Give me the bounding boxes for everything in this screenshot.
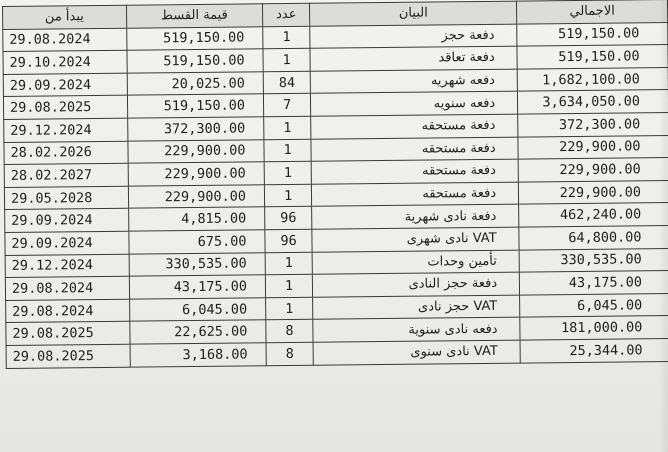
cell-total: 64,800.00 bbox=[519, 225, 668, 249]
cell-count: 1 bbox=[264, 184, 312, 207]
header-start-from: يبدأ من bbox=[3, 5, 127, 29]
cell-start-date: 28.02.2026 bbox=[4, 141, 128, 165]
cell-description: دفعة مستحقه bbox=[311, 159, 518, 184]
cell-count: 1 bbox=[264, 161, 312, 184]
cell-total: 229,900.00 bbox=[519, 180, 668, 204]
cell-installment-value: 43,175.00 bbox=[129, 275, 266, 299]
cell-description: دفعة مستحقه bbox=[311, 137, 518, 162]
cell-count: 7 bbox=[263, 94, 311, 117]
cell-start-date: 28.02.2027 bbox=[4, 163, 128, 187]
cell-start-date: 29.10.2024 bbox=[3, 50, 127, 74]
cell-start-date: 29.08.2024 bbox=[6, 299, 130, 323]
cell-count: 1 bbox=[266, 297, 314, 320]
cell-description: VAT حجز نادى bbox=[313, 295, 520, 320]
cell-description: دفعة حجز النادى bbox=[313, 272, 520, 297]
cell-count: 96 bbox=[265, 207, 313, 230]
cell-count: 1 bbox=[265, 274, 313, 297]
header-installment-value: قيمة القسط bbox=[126, 4, 263, 28]
cell-description: VAT نادى سنوى bbox=[313, 340, 520, 365]
cell-total: 1,682,100.00 bbox=[517, 67, 668, 91]
cell-start-date: 29.12.2024 bbox=[5, 254, 129, 278]
header-total: الاجمالي bbox=[517, 0, 668, 24]
cell-description: دفعة مستحقه bbox=[312, 182, 519, 207]
cell-count: 1 bbox=[264, 116, 312, 139]
cell-installment-value: 519,150.00 bbox=[127, 94, 264, 118]
cell-description: دفعة مستحقه bbox=[311, 114, 518, 139]
cell-count: 1 bbox=[264, 139, 312, 162]
cell-start-date: 29.05.2028 bbox=[4, 186, 128, 210]
cell-total: 6,045.00 bbox=[520, 293, 668, 317]
header-count: عدد bbox=[262, 3, 310, 26]
cell-description: دفعه سنويه bbox=[311, 91, 518, 116]
cell-installment-value: 372,300.00 bbox=[127, 117, 264, 141]
cell-total: 519,150.00 bbox=[517, 45, 668, 69]
cell-start-date: 29.09.2024 bbox=[5, 231, 129, 255]
cell-start-date: 29.09.2024 bbox=[5, 209, 129, 233]
cell-count: 1 bbox=[265, 252, 313, 275]
cell-total: 43,175.00 bbox=[519, 271, 668, 295]
cell-start-date: 29.12.2024 bbox=[4, 118, 128, 142]
cell-total: 229,900.00 bbox=[518, 158, 668, 182]
cell-description: VAT نادى شهرى bbox=[312, 227, 519, 252]
cell-count: 96 bbox=[265, 229, 313, 252]
cell-installment-value: 229,900.00 bbox=[128, 185, 265, 209]
cell-description: دفعه نادى سنوية bbox=[313, 317, 520, 342]
cell-start-date: 29.08.2025 bbox=[6, 321, 130, 345]
cell-description: دفعة نادى شهرية bbox=[312, 204, 519, 229]
cell-installment-value: 20,025.00 bbox=[127, 72, 264, 96]
cell-installment-value: 3,168.00 bbox=[130, 343, 267, 367]
cell-total: 181,000.00 bbox=[520, 316, 668, 340]
cell-installment-value: 519,150.00 bbox=[127, 49, 264, 73]
cell-installment-value: 4,815.00 bbox=[128, 207, 265, 231]
cell-start-date: 29.08.2024 bbox=[3, 28, 127, 52]
cell-count: 1 bbox=[263, 48, 311, 71]
cell-total: 3,634,050.00 bbox=[518, 90, 668, 114]
payment-schedule-table bbox=[2, 0, 668, 368]
cell-installment-value: 675.00 bbox=[128, 230, 265, 254]
table-body bbox=[3, 22, 668, 368]
cell-total: 330,535.00 bbox=[519, 248, 668, 272]
cell-installment-value: 519,150.00 bbox=[126, 26, 263, 50]
cell-start-date: 29.09.2024 bbox=[3, 73, 127, 97]
cell-total: 462,240.00 bbox=[519, 203, 668, 227]
cell-installment-value: 229,900.00 bbox=[127, 139, 264, 163]
header-description: البيان bbox=[310, 1, 517, 26]
cell-count: 8 bbox=[266, 342, 314, 365]
page-edge-shadow bbox=[658, 0, 668, 452]
cell-description: دفعة تعاقد bbox=[310, 46, 517, 71]
cell-count: 84 bbox=[263, 71, 311, 94]
cell-description: دفعة حجز bbox=[310, 24, 517, 49]
cell-count: 1 bbox=[263, 26, 311, 49]
cell-start-date: 29.08.2024 bbox=[5, 276, 129, 300]
cell-description: تأمين وحدات bbox=[312, 250, 519, 275]
cell-total: 519,150.00 bbox=[517, 22, 668, 46]
cell-description: دفعه شهريه bbox=[311, 69, 518, 94]
cell-installment-value: 229,900.00 bbox=[128, 162, 265, 186]
cell-installment-value: 330,535.00 bbox=[129, 252, 266, 276]
cell-count: 8 bbox=[266, 320, 314, 343]
cell-installment-value: 6,045.00 bbox=[129, 297, 266, 321]
cell-total: 229,900.00 bbox=[518, 135, 668, 159]
cell-total: 25,344.00 bbox=[520, 338, 668, 362]
cell-start-date: 29.08.2025 bbox=[6, 344, 130, 368]
cell-installment-value: 22,625.00 bbox=[129, 320, 266, 344]
cell-total: 372,300.00 bbox=[518, 112, 668, 136]
cell-start-date: 29.08.2025 bbox=[3, 96, 127, 120]
